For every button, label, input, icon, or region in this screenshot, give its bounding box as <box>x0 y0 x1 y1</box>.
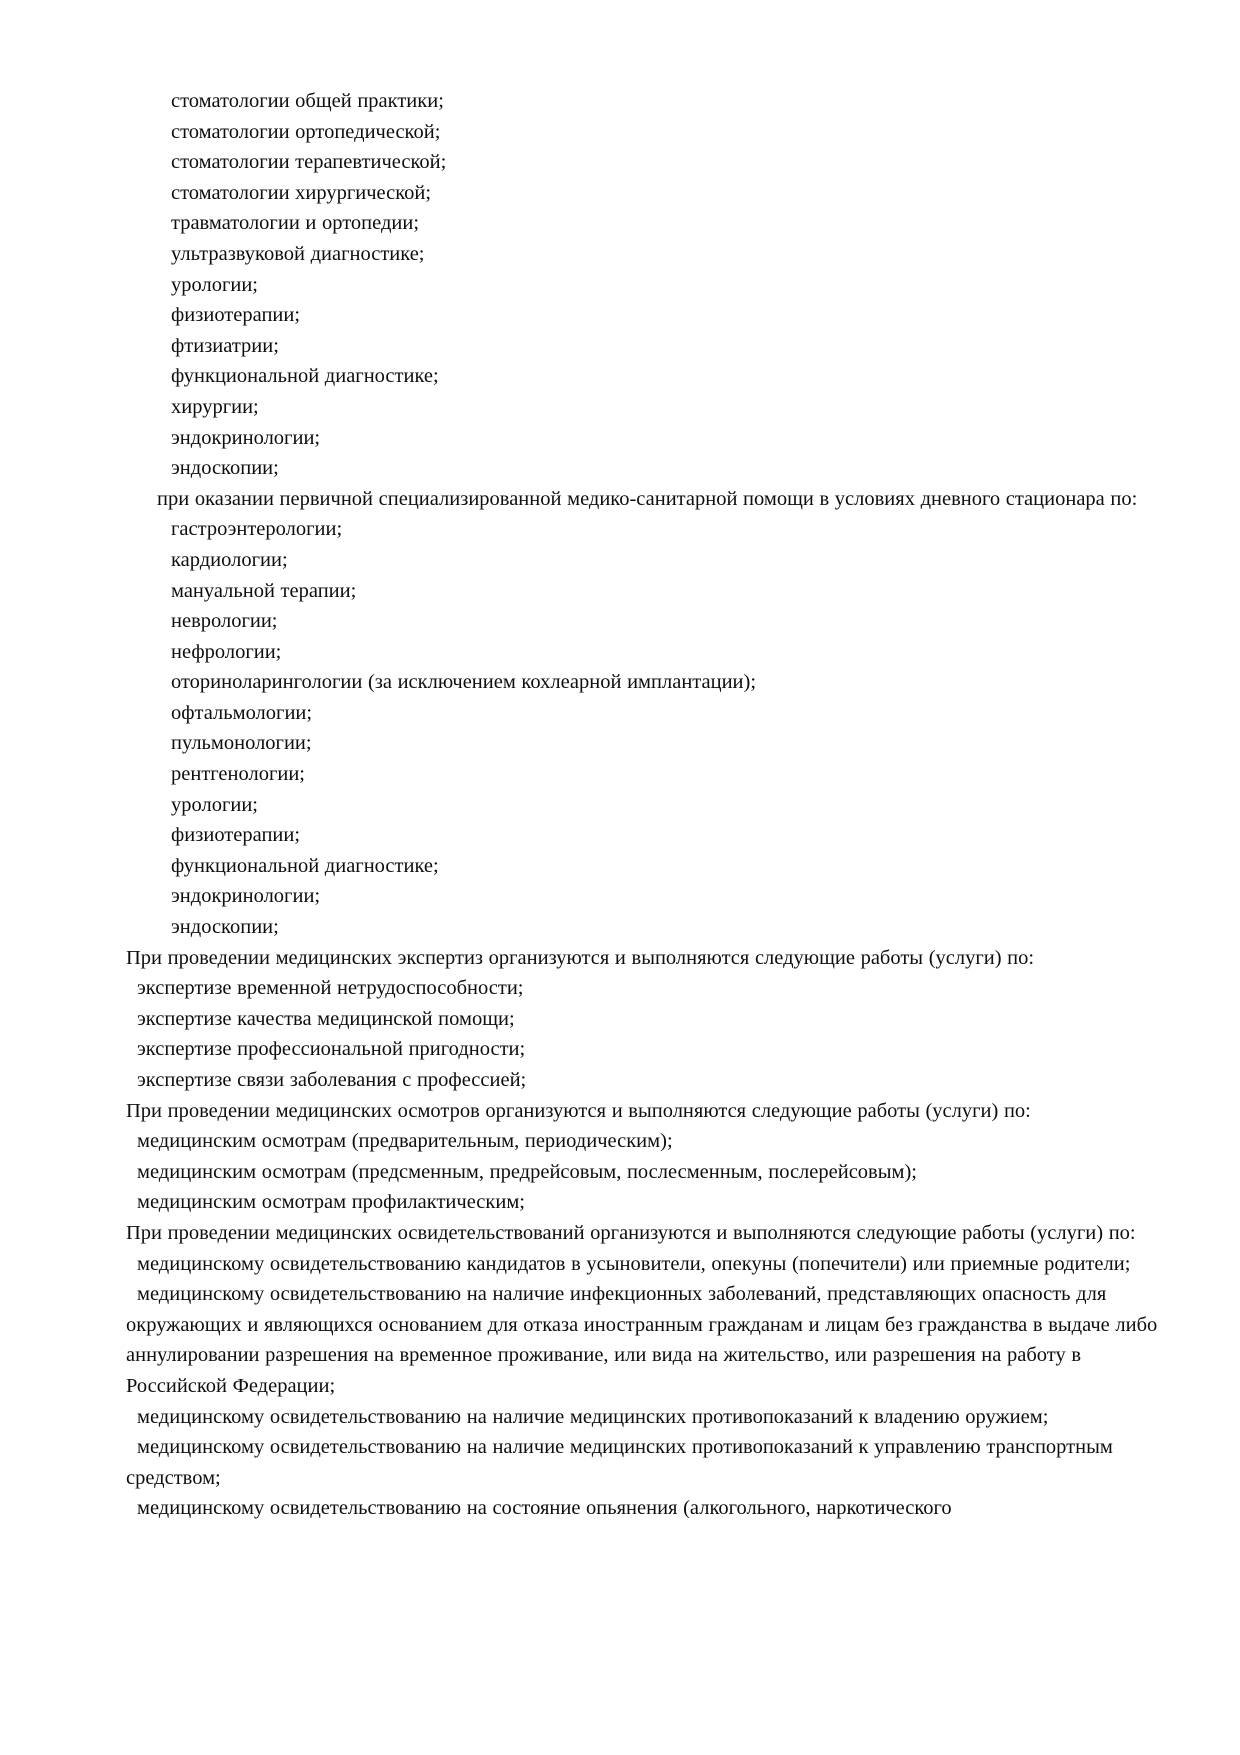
work-service-item: медицинским осмотрам (предварительным, периодическим); <box>137 1130 673 1153</box>
section-paragraph: При проведении медицинских экспертиз организуются и выполняются следующие работы (услуги) по: <box>126 946 1035 969</box>
specialty-list-item: эндоскопии; <box>171 916 279 939</box>
work-service-item: медицинскому освидетельствованию на наличие медицинских противопоказаний к управлению транспортным средством; <box>126 1436 1113 1489</box>
specialty-list-item: мануальной терапии; <box>171 579 357 602</box>
specialty-list-item: хирургии; <box>171 395 259 418</box>
specialty-list-item: гастроэнтерологии; <box>171 518 343 541</box>
specialty-list-item: функциональной диагностике; <box>171 854 439 877</box>
specialty-list-item: стоматологии хирургической; <box>171 181 432 204</box>
specialty-list-item: урологии; <box>171 273 259 296</box>
work-service-item: экспертизе качества медицинской помощи; <box>137 1007 515 1030</box>
specialty-list-item: эндоскопии; <box>171 457 279 480</box>
work-service-item: экспертизе профессиональной пригодности; <box>137 1038 526 1061</box>
work-service-item: медицинскому освидетельствованию на наличие инфекционных заболеваний, представляющих опасность для окружающих и являющихся основанием для отказа иностранным гражданам и лицам без гражданства в выдаче либо аннулировании разрешения на временное проживание, или вида на жительство, или разрешения на работу в Российской Федерации; <box>126 1283 1158 1397</box>
work-service-item: медицинскому освидетельствованию на наличие медицинских противопоказаний к владению оружием; <box>137 1405 1049 1428</box>
specialty-list-item: нефрологии; <box>171 640 282 663</box>
specialty-list-item: оториноларингологии (за исключением кохлеарной имплантации); <box>171 671 757 694</box>
work-service-item: медицинским осмотрам профилактическим; <box>137 1191 525 1214</box>
specialty-list-item: стоматологии ортопедической; <box>171 120 441 143</box>
specialty-list-item: физиотерапии; <box>171 304 301 327</box>
specialty-list-item: эндокринологии; <box>171 885 321 908</box>
specialty-list-item: рентгенологии; <box>171 763 305 786</box>
specialty-list-item: офтальмологии; <box>171 701 313 724</box>
work-service-item: медицинским осмотрам (предсменным, предрейсовым, послесменным, послерейсовым); <box>137 1160 917 1183</box>
work-service-item: экспертизе временной нетрудоспособности; <box>137 977 524 1000</box>
specialty-list-item: стоматологии общей практики; <box>171 90 444 112</box>
specialty-list-item: кардиологии; <box>171 548 288 571</box>
work-service-item: экспертизе связи заболевания с профессией; <box>137 1069 527 1091</box>
specialty-list-item: физиотерапии; <box>171 824 301 847</box>
work-service-item: медицинскому освидетельствованию на состояние опьянения (алкогольного, наркотического <box>137 1497 952 1520</box>
care-condition-paragraph: при оказании первичной специализированной медико-санитарной помощи в условиях дневного стационара по: <box>157 487 1138 510</box>
specialty-list-item: неврологии; <box>171 610 278 633</box>
work-service-item: медицинскому освидетельствованию кандидатов в усыновители, опекуны (попечители) или приемные родители; <box>137 1252 1131 1275</box>
section-paragraph: При проведении медицинских осмотров организуются и выполняются следующие работы (услуги) по: <box>126 1099 1031 1122</box>
specialty-list-item: пульмонологии; <box>171 732 312 755</box>
section-paragraph: При проведении медицинских освидетельствований организуются и выполняются следующие работы (услуги) по: <box>126 1221 1136 1244</box>
specialty-list-item: травматологии и ортопедии; <box>171 212 420 235</box>
specialty-list-item: стоматологии терапевтической; <box>171 151 447 174</box>
specialty-list-item: ультразвуковой диагностике; <box>171 242 425 265</box>
specialty-list-item: урологии; <box>171 793 259 816</box>
specialty-list-item: фтизиатрии; <box>171 334 279 357</box>
specialty-list-item: функциональной диагностике; <box>171 365 439 388</box>
specialty-list-item: эндокринологии; <box>171 426 321 449</box>
